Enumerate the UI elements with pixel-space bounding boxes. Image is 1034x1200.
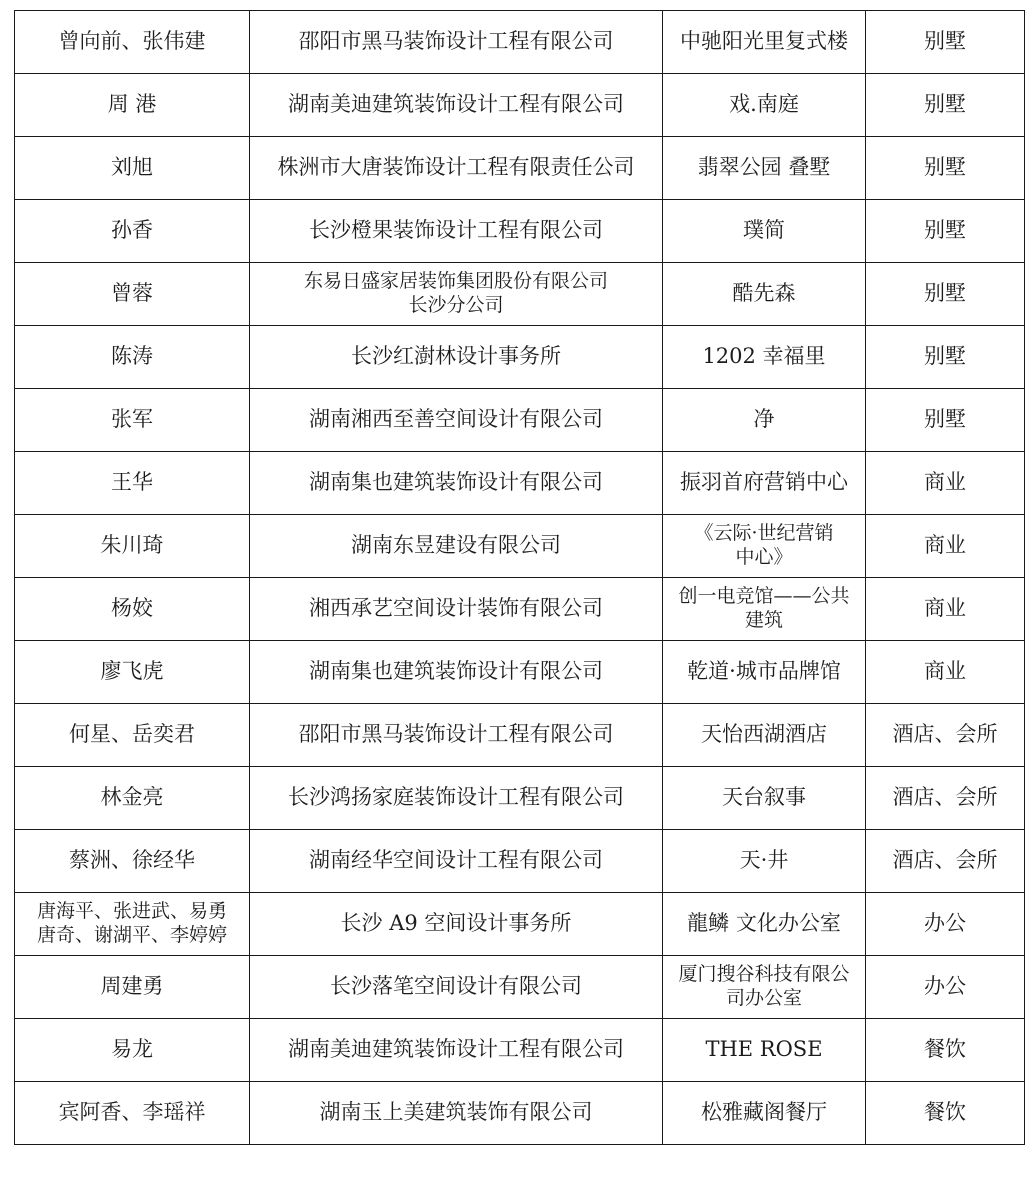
designer-name-text: 蔡洲、徐经华 (69, 848, 195, 873)
project-text: 戏.南庭 (729, 92, 799, 117)
company-cell (250, 263, 663, 326)
project-text: 翡翠公园 叠墅 (697, 155, 831, 180)
project-text: 璞简 (743, 218, 785, 243)
company-cell (250, 389, 663, 452)
category-text: 商业 (924, 470, 966, 495)
category-text: 酒店、会所 (892, 722, 998, 747)
project-text: THE ROSE (705, 1037, 823, 1062)
category-text: 商业 (924, 533, 966, 558)
company-cell (250, 200, 663, 263)
company-cell (250, 767, 663, 830)
designer-name-cell (15, 1082, 250, 1145)
project-cell (663, 200, 866, 263)
award-table (14, 10, 1025, 1145)
designer-name-text: 唐海平、张进武、易勇 (36, 900, 227, 923)
company-cell (250, 893, 663, 956)
company-text: 湖南玉上美建筑装饰有限公司 (319, 1100, 593, 1125)
project-cell (663, 1082, 866, 1145)
table-row (15, 1019, 1025, 1082)
category-cell (866, 74, 1025, 137)
company-text: 长沙分公司 (408, 294, 504, 316)
company-text: 湖南集也建筑装饰设计有限公司 (309, 659, 603, 684)
category-cell (866, 200, 1025, 263)
category-text: 餐饮 (924, 1037, 966, 1062)
project-text: 创一电竞馆——公共 (678, 585, 850, 608)
project-cell (663, 11, 866, 74)
designer-name-cell (15, 641, 250, 704)
designer-name-cell (15, 767, 250, 830)
company-cell (250, 326, 663, 389)
company-text: 长沙红澍林设计事务所 (351, 344, 561, 369)
table-row (15, 1082, 1025, 1145)
category-cell (866, 1082, 1025, 1145)
company-cell (250, 452, 663, 515)
project-cell (663, 830, 866, 893)
company-cell (250, 11, 663, 74)
category-cell (866, 326, 1025, 389)
project-cell (663, 74, 866, 137)
company-cell (250, 74, 663, 137)
designer-name-text: 张军 (111, 407, 153, 432)
designer-name-text: 曾蓉 (111, 281, 153, 306)
project-text: 酷先森 (732, 281, 796, 306)
category-cell (866, 263, 1025, 326)
designer-name-cell (15, 830, 250, 893)
table-row (15, 767, 1025, 830)
company-text: 株洲市大唐装饰设计工程有限责任公司 (277, 155, 635, 180)
category-text: 商业 (924, 596, 966, 621)
project-text: 天怡西湖酒店 (701, 722, 827, 747)
company-text: 湘西承艺空间设计装饰有限公司 (309, 596, 603, 621)
table-row (15, 11, 1025, 74)
designer-name-cell (15, 1019, 250, 1082)
project-cell (663, 515, 866, 578)
company-cell (250, 578, 663, 641)
company-text: 长沙落笔空间设计有限公司 (330, 974, 582, 999)
category-cell (866, 452, 1025, 515)
designer-name-cell (15, 137, 250, 200)
designer-name-cell (15, 893, 250, 956)
designer-name-text: 杨姣 (111, 596, 153, 621)
table-row (15, 956, 1025, 1019)
project-cell (663, 578, 866, 641)
company-cell (250, 137, 663, 200)
table-row (15, 704, 1025, 767)
project-cell (663, 263, 866, 326)
category-text: 办公 (924, 911, 966, 936)
category-cell (866, 515, 1025, 578)
designer-name-cell (15, 74, 250, 137)
designer-name-text: 何星、岳奕君 (69, 722, 195, 747)
project-cell (663, 389, 866, 452)
company-text: 长沙鸿扬家庭装饰设计工程有限公司 (288, 785, 624, 810)
table-row (15, 830, 1025, 893)
designer-name-text: 易龙 (111, 1037, 153, 1062)
designer-name-cell (15, 452, 250, 515)
category-text: 酒店、会所 (892, 848, 998, 873)
category-cell (866, 704, 1025, 767)
category-text: 别墅 (924, 155, 966, 180)
project-text: 建筑 (744, 609, 783, 631)
category-text: 餐饮 (924, 1100, 966, 1125)
designer-name-cell (15, 263, 250, 326)
category-text: 别墅 (924, 29, 966, 54)
table-row (15, 641, 1025, 704)
company-text: 湖南经华空间设计工程有限公司 (309, 848, 603, 873)
project-cell (663, 1019, 866, 1082)
designer-name-text: 林金亮 (100, 785, 164, 810)
project-text: 龍鳞 文化办公室 (687, 911, 841, 936)
project-text: 乾道·城市品牌馆 (687, 659, 841, 684)
company-cell (250, 956, 663, 1019)
category-text: 办公 (924, 974, 966, 999)
company-cell (250, 704, 663, 767)
project-text: 中心》 (735, 546, 793, 568)
category-cell (866, 578, 1025, 641)
project-cell (663, 956, 866, 1019)
designer-name-cell (15, 578, 250, 641)
designer-name-cell (15, 200, 250, 263)
designer-name-text: 孙香 (111, 218, 153, 243)
category-text: 别墅 (924, 281, 966, 306)
category-cell (866, 767, 1025, 830)
project-text: 中驰阳光里复式楼 (680, 29, 848, 54)
company-cell (250, 515, 663, 578)
designer-name-text: 周建勇 (100, 974, 164, 999)
project-text: 《云际·世纪营销 (694, 522, 834, 545)
designer-name-text: 陈涛 (111, 344, 153, 369)
table-row (15, 137, 1025, 200)
designer-name-text: 周 港 (107, 92, 157, 117)
company-text: 长沙橙果装饰设计工程有限公司 (309, 218, 603, 243)
company-text: 湖南集也建筑装饰设计有限公司 (309, 470, 603, 495)
project-cell (663, 641, 866, 704)
category-text: 别墅 (924, 92, 966, 117)
designer-name-cell (15, 515, 250, 578)
project-text: 司办公室 (725, 987, 802, 1009)
category-text: 别墅 (924, 344, 966, 369)
designer-name-text: 王华 (111, 470, 153, 495)
category-cell (866, 389, 1025, 452)
designer-name-text: 朱川琦 (100, 533, 164, 558)
designer-name-cell (15, 704, 250, 767)
project-cell (663, 326, 866, 389)
company-text: 邵阳市黑马装饰设计工程有限公司 (298, 29, 614, 54)
company-cell (250, 830, 663, 893)
table-row (15, 452, 1025, 515)
project-cell (663, 452, 866, 515)
designer-name-cell (15, 389, 250, 452)
table-row (15, 893, 1025, 956)
project-cell (663, 137, 866, 200)
company-text: 湖南美迪建筑装饰设计工程有限公司 (288, 1037, 624, 1062)
table-row (15, 74, 1025, 137)
designer-name-text: 宾阿香、李瑶祥 (58, 1100, 206, 1125)
category-text: 酒店、会所 (892, 785, 998, 810)
designer-name-text: 唐奇、谢湖平、李婷婷 (36, 924, 227, 946)
project-text: 净 (753, 407, 775, 432)
award-table-body (15, 11, 1025, 1145)
table-row (15, 326, 1025, 389)
designer-name-text: 曾向前、张伟建 (58, 29, 206, 54)
project-text: 振羽首府营销中心 (680, 470, 848, 495)
designer-name-text: 廖飞虎 (100, 659, 164, 684)
company-text: 湖南美迪建筑装饰设计工程有限公司 (288, 92, 624, 117)
company-text: 湖南东昱建设有限公司 (351, 533, 561, 558)
project-text: 厦门搜谷科技有限公 (678, 963, 850, 986)
table-row (15, 515, 1025, 578)
table-row (15, 200, 1025, 263)
category-cell (866, 11, 1025, 74)
project-text: 1202 幸福里 (702, 344, 826, 369)
designer-name-text: 刘旭 (111, 155, 153, 180)
designer-name-cell (15, 326, 250, 389)
company-text: 长沙 A9 空间设计事务所 (340, 911, 572, 936)
designer-name-cell (15, 11, 250, 74)
project-text: 松雅藏阁餐厅 (701, 1100, 827, 1125)
category-text: 别墅 (924, 407, 966, 432)
company-cell (250, 1082, 663, 1145)
company-cell (250, 1019, 663, 1082)
company-cell (250, 641, 663, 704)
designer-name-cell (15, 956, 250, 1019)
category-cell (866, 1019, 1025, 1082)
category-cell (866, 830, 1025, 893)
category-cell (866, 956, 1025, 1019)
table-row (15, 263, 1025, 326)
project-cell (663, 767, 866, 830)
project-text: 天·井 (739, 848, 789, 873)
table-row (15, 389, 1025, 452)
company-text: 东易日盛家居装饰集团股份有限公司 (303, 270, 608, 293)
project-cell (663, 893, 866, 956)
category-text: 别墅 (924, 218, 966, 243)
project-cell (663, 704, 866, 767)
table-row (15, 578, 1025, 641)
category-cell (866, 893, 1025, 956)
company-text: 湖南湘西至善空间设计有限公司 (309, 407, 603, 432)
category-cell (866, 137, 1025, 200)
award-table-container (14, 10, 1025, 1145)
project-text: 天台叙事 (722, 785, 806, 810)
category-cell (866, 641, 1025, 704)
category-text: 商业 (924, 659, 966, 684)
company-text: 邵阳市黑马装饰设计工程有限公司 (298, 722, 614, 747)
